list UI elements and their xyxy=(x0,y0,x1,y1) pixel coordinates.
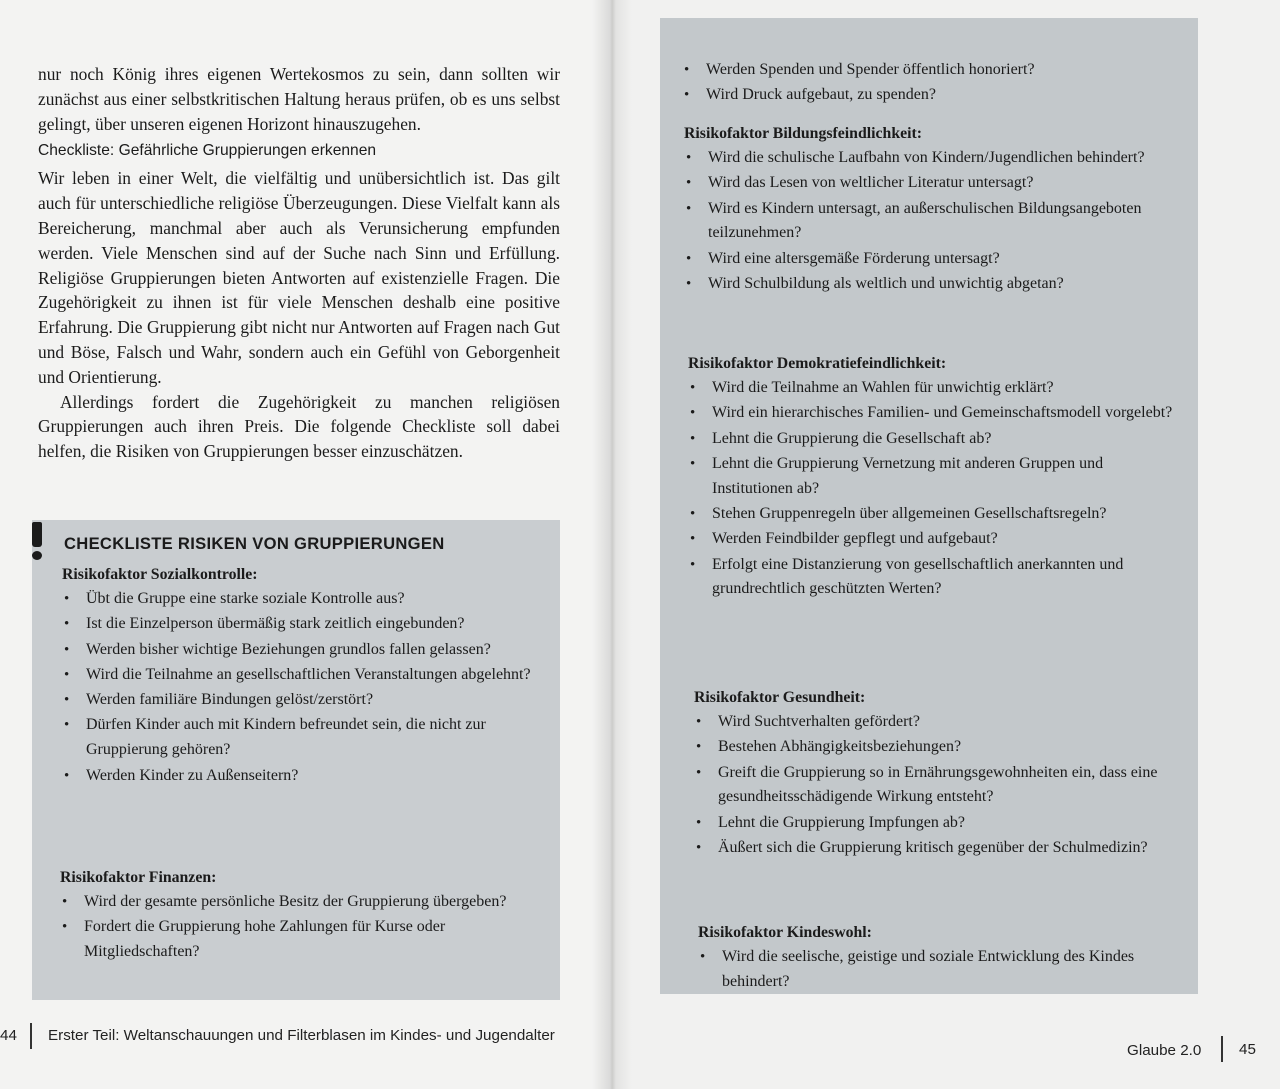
section-list xyxy=(60,890,540,965)
list-item: • Wird eine altersgemäße Förderung untersagt? xyxy=(684,247,1184,272)
list-item: • Übt die Gruppe eine starke soziale Kontrolle aus? xyxy=(62,587,542,612)
list-item: • Fordert die Gruppierung hohe Zahlungen für Kurse oder Mitgliedschaften? xyxy=(60,915,540,965)
list-item: • Wird das Lesen von weltlicher Literatur untersagt? xyxy=(684,171,1184,196)
list-item: • Bestehen Abhängigkeitsbeziehungen? xyxy=(694,735,1194,760)
section-gesundheit xyxy=(694,686,1194,861)
list-item: • Werden Kinder zu Außenseitern? xyxy=(62,764,542,789)
left-body-text xyxy=(38,62,560,464)
right-running-title: Glaube 2.0 xyxy=(1127,1042,1202,1059)
section-heading: Risikofaktor Demokratiefeindlichkeit: xyxy=(688,355,947,372)
footer-separator xyxy=(1221,1036,1223,1062)
section-heading: Risikofaktor Finanzen: xyxy=(60,869,217,886)
section-kindeswohl xyxy=(698,921,1198,995)
section-list xyxy=(682,58,1182,108)
list-item: • Wird ein hierarchisches Familien- und Gemeinschaftsmodell vorgelebt? xyxy=(688,401,1188,426)
list-item: • Erfolgt eine Distanzierung von gesellschaftlich anerkannten und grundrechtlich geschützten Werten? xyxy=(688,553,1188,603)
list-item: • Lehnt die Gruppierung die Gesellschaft ab? xyxy=(688,427,1188,452)
right-page xyxy=(612,0,1280,1089)
checklist-subheading: Checkliste: Gefährliche Gruppierungen erkennen xyxy=(38,142,377,160)
section-heading: Risikofaktor Bildungsfeindlichkeit: xyxy=(684,125,923,142)
list-item: • Wird die seelische, geistige und soziale Entwicklung des Kindes behindert? xyxy=(698,945,1198,995)
list-item: • Wird der gesamte persönliche Besitz der Gruppierung übergeben? xyxy=(60,890,540,915)
right-page-number: 45 xyxy=(1239,1041,1256,1058)
list-item: • Ist die Einzelperson übermäßig stark zeitlich eingebunden? xyxy=(62,612,542,637)
list-item: • Stehen Gruppenregeln über allgemeinen Gesellschaftsregeln? xyxy=(688,502,1188,527)
left-page xyxy=(0,0,612,1089)
list-item: • Lehnt die Gruppierung Vernetzung mit anderen Gruppen und Institutionen ab? xyxy=(688,452,1188,502)
intro-paragraph: nur noch König ihres eigenen Wertekosmos zu sein, dann sollten wir zunächst aus einer selbstkritischen Haltung heraus prüfen, ob es uns selbst gelingt, über unseren eigenen Horizont hinauszugehen. xyxy=(38,64,560,134)
left-page-number: 44 xyxy=(0,1027,17,1044)
section-heading: Risikofaktor Gesundheit: xyxy=(694,689,866,706)
list-item: • Lehnt die Gruppierung Impfungen ab? xyxy=(694,811,1194,836)
section-demokratiefeindlichkeit xyxy=(688,352,1188,603)
section-finanzen-continued xyxy=(682,58,1182,109)
list-item: • Wird es Kindern untersagt, an außerschulischen Bildungsangeboten teilzunehmen? xyxy=(684,197,1184,247)
list-item: • Werden bisher wichtige Beziehungen grundlos fallen gelassen? xyxy=(62,638,542,663)
list-item: • Werden Feindbilder gepflegt und aufgebaut? xyxy=(688,527,1188,552)
list-item: • Werden familiäre Bindungen gelöst/zerstört? xyxy=(62,688,542,713)
left-running-title: Erster Teil: Weltanschauungen und Filterblasen im Kindes- und Jugendalter xyxy=(48,1027,555,1044)
footer-separator xyxy=(30,1023,32,1049)
list-item: • Dürfen Kinder auch mit Kindern befreundet sein, die nicht zur Gruppierung gehören? xyxy=(62,713,542,763)
list-item: • Wird Druck aufgebaut, zu spenden? xyxy=(682,83,1182,108)
list-item: • Wird die schulische Laufbahn von Kindern/Jugendlichen behindert? xyxy=(684,146,1184,171)
list-item: • Werden Spenden und Spender öffentlich honoriert? xyxy=(682,58,1182,83)
section-bildungsfeindlichkeit xyxy=(684,122,1184,297)
section-list xyxy=(688,376,1188,602)
section-list xyxy=(62,587,542,788)
paragraph-2: Allerdings fordert die Zugehörigkeit zu manchen religiösen Gruppierungen auch ihren Preis. Die folgende Checkliste soll dabei helfen, die Risiken von Gruppierungen besser einzuschätzen. xyxy=(38,391,560,462)
section-sozialkontrolle xyxy=(62,563,542,789)
list-item: • Wird Schulbildung als weltlich und unwichtig abgetan? xyxy=(684,272,1184,297)
list-item: • Wird die Teilnahme an Wahlen für unwichtig erklärt? xyxy=(688,376,1188,401)
paragraph-1: Wir leben in einer Welt, die vielfältig und unübersichtlich ist. Das gilt auch für unterschiedliche religiöse Überzeugungen. Diese Vielfalt kann als Bereicherung, manchmal aber auch als Verunsicherung empfunden werden. Viele Menschen sind auf der Suche nach Sinn und Erfüllung. Religiöse Gruppierungen bieten Antworten auf existenzielle Fragen. Die Zugehörigkeit zu ihnen ist für viele Menschen deshalb eine positive Erfahrung. Die Gruppierung gibt nicht nur Antworten auf Fragen nach Gut und Böse, Falsch und Wahr, sondern auch ein Gefühl von Geborgenheit und Orientierung. xyxy=(38,168,560,387)
checklist-title: CHECKLISTE RISIKEN VON GRUPPIERUNGEN xyxy=(64,534,445,553)
section-finanzen xyxy=(60,866,540,965)
section-list xyxy=(694,710,1194,861)
section-heading: Risikofaktor Sozialkontrolle: xyxy=(62,566,258,583)
list-item: • Wird Suchtverhalten gefördert? xyxy=(694,710,1194,735)
section-list xyxy=(698,945,1198,995)
list-item: • Wird die Teilnahme an gesellschaftlichen Veranstaltungen abgelehnt? xyxy=(62,663,542,688)
section-list xyxy=(684,146,1184,297)
section-heading: Risikofaktor Kindeswohl: xyxy=(698,924,872,941)
list-item: • Äußert sich die Gruppierung kritisch gegenüber der Schulmedizin? xyxy=(694,836,1194,861)
list-item: • Greift die Gruppierung so in Ernährungsgewohnheiten ein, dass eine gesundheitsschädigende Wirkung entsteht? xyxy=(694,761,1194,811)
exclamation-icon xyxy=(30,522,46,562)
